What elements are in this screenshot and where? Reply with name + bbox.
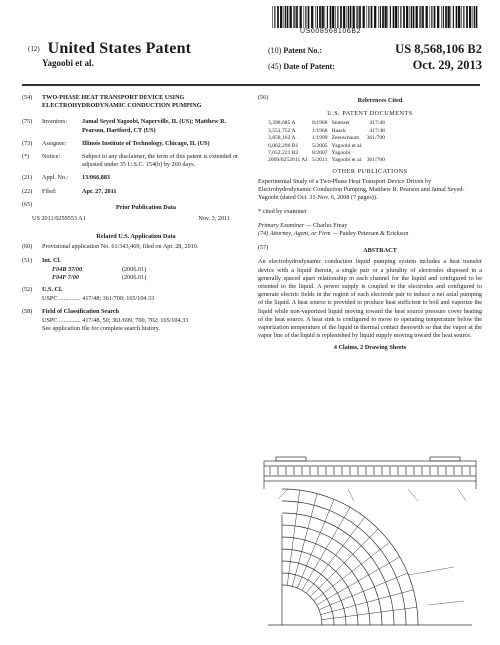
attorney-row: (74) Attorney, Agent, or Firm — Pauley Petersen & Erickson	[258, 230, 409, 238]
appl-field	[22, 174, 250, 182]
reference-cls: 417/48	[369, 127, 385, 134]
barcode-bar	[400, 6, 401, 28]
barcode-bar	[382, 6, 384, 28]
leader-line	[458, 489, 466, 501]
reference-date: 1/1968	[312, 127, 328, 134]
date-label: Date of Patent:	[283, 62, 335, 71]
filed-code: (22)	[22, 187, 33, 195]
field-code: (58)	[22, 307, 33, 315]
provisional-code: (60)	[22, 243, 33, 251]
inventor-short: Yagoobi et al.	[42, 58, 94, 68]
barcode-bar	[343, 6, 345, 28]
filed-date: Apr. 27, 2011	[82, 187, 117, 195]
barcode-bar	[367, 6, 368, 28]
reference-cls: 361/700	[366, 157, 385, 164]
reference-name: Haack	[331, 127, 346, 134]
barcode-bar	[476, 6, 478, 28]
barcode-bar	[461, 6, 462, 28]
barcode-bar	[300, 6, 302, 28]
reference-cls	[365, 143, 387, 150]
barcode-bar	[319, 6, 321, 28]
barcode-bar	[474, 6, 475, 28]
field-head: Field of Classification Search	[42, 307, 120, 315]
reference-row	[266, 135, 387, 142]
intcl-row	[52, 274, 250, 282]
reference-date: 5/2005	[312, 142, 328, 149]
us-docs-head: U.S. PATENT DOCUMENTS	[327, 110, 413, 118]
leader-line	[348, 489, 354, 501]
barcode-bar	[356, 6, 357, 28]
barcode-bar	[272, 6, 273, 28]
barcode-bar	[437, 6, 439, 28]
barcode-bar	[413, 6, 415, 28]
other-pubs-head: OTHER PUBLICATIONS	[332, 167, 408, 175]
barcode-bar	[430, 6, 431, 28]
abstract-head: ABSTRACT	[363, 247, 397, 255]
barcode-bar	[451, 6, 452, 28]
electrode-ray	[321, 590, 414, 615]
provisional-field	[22, 243, 250, 251]
barcode-bar	[322, 6, 324, 28]
reference-date: 8/2007	[312, 150, 328, 157]
barcode-bar	[296, 6, 298, 28]
cited-by-examiner: * cited by examiner	[258, 207, 307, 215]
reference-name: Yagoobi et al.	[331, 142, 363, 149]
assignee-field	[22, 140, 250, 148]
appl-number: 13/066,883	[82, 174, 111, 182]
barcode-bar	[284, 6, 285, 28]
barcode-bar	[390, 6, 391, 28]
reference-no: 3,398,685 A	[268, 120, 296, 127]
reference-row	[266, 120, 387, 127]
notice-code: (*)	[22, 153, 30, 161]
heat-source	[430, 457, 460, 461]
other-pub: Experimental Study of a Two-Phase Heat Transport Device Driven by Electrohydrodynamic Conduction Pumping, Matthew R. Pearson and Jamal Seyed-Yagoobi (dated Oct. 31-Nov. 6, 2008 (7 pages)).	[258, 178, 465, 202]
barcode-bar	[285, 6, 286, 28]
barcode-bar	[426, 6, 428, 28]
reference-no: 3,858,162 A	[268, 135, 296, 142]
barcode-bar	[420, 6, 421, 28]
invention-title: TWO-PHASE HEAT TRANSPORT DEVICE USING ELECTROHYDRODYNAMIC CONDUCTION PUMPING	[42, 94, 202, 110]
barcode-bar	[434, 6, 436, 28]
barcode-bar	[419, 6, 420, 28]
barcode-bar	[311, 6, 313, 28]
bibliographic-column	[22, 94, 250, 333]
barcode-bar	[469, 6, 471, 28]
barcode-bar	[410, 6, 411, 28]
prior-pub-number: US 2011/0259553 A1	[32, 215, 86, 223]
barcode-bar	[378, 6, 379, 28]
filed-label: Filed:	[42, 187, 57, 195]
intcl-code: (51)	[22, 256, 33, 264]
assignee-label: Assignee:	[42, 139, 67, 147]
reference-name: Stuetzer	[331, 120, 350, 127]
electrode-ray	[319, 573, 408, 610]
electrode-ray	[310, 529, 378, 597]
notice-value: Subject to any disclaimer, the term of this patent is extended or adjusted under 35 U.S.C. 154(b) by 260 days.	[82, 153, 239, 169]
leader-line	[408, 489, 418, 501]
prior-code: (65)	[22, 200, 33, 208]
refs-code: (56)	[258, 94, 269, 101]
assignee-value: Illinois Institute of Technology, Chicago, IL (US)	[82, 139, 210, 147]
barcode-bar	[350, 6, 352, 28]
intcl-row	[52, 266, 250, 274]
appl-code: (21)	[22, 174, 33, 182]
heat-sink	[276, 457, 306, 461]
examiner-value: Charles Freay	[312, 221, 348, 229]
barcode-bar	[453, 6, 454, 28]
notice-label: Notice:	[42, 153, 61, 161]
barcode-bar	[456, 6, 458, 28]
reference-cls: 417/48	[369, 120, 385, 127]
patent-number: US 8,568,106 B2	[395, 42, 482, 56]
barcode-bar	[293, 6, 294, 28]
notice-field	[22, 153, 250, 169]
electrode-ray	[317, 557, 400, 605]
barcode-bar	[363, 6, 365, 28]
reference-date: 1/1999	[312, 135, 328, 142]
barcode-bar	[353, 6, 355, 28]
electrode-ray	[292, 494, 317, 587]
barcode-bar	[294, 6, 295, 28]
leader-line	[278, 489, 288, 499]
reference-row	[266, 128, 387, 135]
uscl-value: USPC .............. 417/48; 361/700; 165/104.33	[42, 295, 155, 303]
intcl-head-row	[22, 257, 250, 265]
electrode-ray	[302, 507, 350, 590]
barcode-bar	[374, 6, 376, 28]
barcode-bar	[325, 6, 326, 28]
reference-no: 2009/0252011 A1	[268, 157, 309, 164]
provisional-value: Provisional application No. 61/343,469, filed on Apr. 28, 2010.	[42, 243, 199, 251]
uscl-head-row	[22, 286, 250, 294]
barcode-bar	[448, 6, 450, 28]
barcode-bar	[305, 6, 306, 28]
barcode-bar	[380, 6, 381, 28]
barcode-bar	[359, 6, 361, 28]
intcl-class: F04B 37/00	[52, 265, 83, 273]
related-data-head: Related U.S. Application Data	[96, 233, 176, 241]
prior-pub-row	[22, 215, 250, 223]
examiner-row: Primary Examiner — Charles Freay	[258, 221, 348, 229]
barcode-bar	[431, 6, 432, 28]
office-title: United States Patent	[47, 40, 192, 57]
abstract-text: An electrohydrodynamic conduction liquid pumping system includes a heat transfer device with a liquid therein, a single pair or a plurality of electrodes disposed in a generally spaced apart relationship in each channel for the liquid and configured to be oriented to the liquid. A power supply is coupled to the electrodes and configured to generate electric fields in the region of each electrode pair to induce a net axial pumping of the liquid. A heat source is provided to produce heat sufficient to boil and vaporize the liquid while non-vaporized liquid moving toward the heat source pressure cover heating of the heat source. A heat sink is configured to move to operating temperature below the vaporization temperature of the liquid in thermal contact therewith so that the vapor at the vapor line of the liquid is replenished by liquid supply moving toward the heat source.	[258, 258, 482, 340]
barcode-bar	[332, 6, 334, 28]
reference-date: 8/1968	[312, 120, 328, 127]
barcode-number: US008568106B2	[300, 28, 362, 35]
barcode-bar	[335, 6, 336, 28]
patent-header-left	[28, 40, 191, 68]
leader-line	[408, 567, 454, 575]
intcl-head: Int. Cl.	[42, 256, 61, 264]
refs-head: References Cited	[357, 97, 403, 104]
inventors-label: Inventors:	[42, 118, 68, 126]
reference-name: Yagoobi	[331, 150, 351, 157]
barcode	[272, 6, 480, 28]
barcode-bar	[416, 6, 418, 28]
barcode-bar	[347, 6, 348, 28]
patent-no-code: (10)	[268, 46, 282, 55]
barcode-bar	[388, 6, 389, 28]
electrode-ray	[306, 517, 364, 593]
date-code: (45)	[268, 62, 282, 71]
title-code: (54)	[22, 94, 33, 101]
intcl-list	[22, 266, 250, 282]
prior-pub-head	[22, 201, 250, 214]
inventors-value: Jamal Seyed Yagoobi, Naperville, IL (US); Matthew R. Pearson, Hartford, CT (US)	[82, 118, 227, 134]
barcode-bar	[473, 6, 474, 28]
barcode-bar	[290, 6, 292, 28]
barcode-bar	[393, 6, 395, 28]
reference-no: 6,062,296 B1	[268, 142, 299, 149]
abstract-head-row	[258, 244, 482, 257]
barcode-bar	[340, 6, 342, 28]
barcode-bar	[357, 6, 358, 28]
barcode-bar	[411, 6, 412, 28]
barcode-bar	[385, 6, 387, 28]
claims-summary: 4 Claims, 2 Drawing Sheets	[333, 343, 407, 351]
field-value: USPC .............. 417/48, 50; 361/699, 700, 702; 165/104.33	[42, 316, 189, 324]
electrode-ray	[322, 607, 417, 620]
barcode-bar	[287, 6, 289, 28]
references-column	[258, 94, 482, 354]
patent-header-right	[268, 42, 482, 73]
references-table	[266, 120, 387, 164]
barcode-bar	[463, 6, 464, 28]
intcl-version: (2006.01)	[122, 274, 147, 282]
attorney-label: (74) Attorney, Agent, or Firm	[258, 230, 331, 238]
inventors-field	[22, 118, 250, 134]
doc-code: (12)	[28, 45, 40, 54]
barcode-bar	[466, 6, 468, 28]
barcode-bar	[348, 6, 349, 28]
field-head-row	[22, 308, 250, 316]
refs-head-row	[258, 94, 482, 107]
heat-transport-channel	[264, 461, 476, 481]
reference-cls	[365, 150, 387, 157]
barcode-bar	[315, 6, 316, 28]
title-field	[22, 94, 250, 110]
examiner-label: Primary Examiner	[258, 221, 305, 229]
barcode-bar	[406, 6, 408, 28]
uscl-code: (52)	[22, 286, 33, 294]
representative-drawing	[258, 455, 482, 633]
reference-no: 7,052,221 B2	[268, 150, 299, 157]
prior-pub-date: Nov. 3, 2011	[198, 215, 230, 223]
reference-cls: 361/700	[366, 135, 385, 142]
patent-no-label: Patent No.:	[283, 46, 322, 55]
reference-row	[266, 157, 387, 164]
electrode-ray	[297, 499, 334, 588]
intcl-class: F04F 7/00	[52, 274, 79, 282]
barcode-bar	[274, 6, 275, 28]
barcode-bar	[317, 6, 318, 28]
barcode-bar	[330, 6, 332, 28]
barcode-bar	[337, 6, 338, 28]
barcode-bar	[277, 6, 279, 28]
barcode-bar	[327, 6, 328, 28]
intcl-version: (2006.01)	[122, 265, 147, 273]
assignee-code: (73)	[22, 139, 33, 147]
prior-pub-title: Prior Publication Data	[115, 203, 177, 211]
electrode-ray	[287, 490, 300, 585]
reference-date: 5/2011	[312, 157, 328, 164]
appl-label: Appl. No.:	[42, 174, 69, 182]
barcode-bar	[443, 6, 444, 28]
attorney-value: Pauley Petersen & Erickson	[339, 230, 409, 238]
barcode-bar	[441, 6, 442, 28]
barcode-bar	[308, 6, 310, 28]
leader-line	[428, 601, 464, 605]
inventors-code: (75)	[22, 118, 33, 126]
barcode-bar	[398, 6, 399, 28]
barcode-bar	[458, 6, 460, 28]
reference-name: Zeeuwbaum	[331, 135, 360, 142]
header-rule	[22, 84, 480, 86]
reference-name: Yagoobi et al.	[331, 157, 363, 164]
reference-row	[266, 150, 387, 157]
barcode-bar	[304, 6, 305, 28]
field-note: See application file for complete search history.	[42, 325, 160, 333]
barcode-bar	[445, 6, 447, 28]
reference-no: 3,551,752 A	[268, 127, 296, 134]
barcode-bar	[280, 6, 282, 28]
barcode-bar	[368, 6, 369, 28]
electrode-ray	[314, 542, 390, 600]
barcode-bar	[395, 6, 397, 28]
uscl-head: U.S. Cl.	[42, 286, 63, 294]
filed-field	[22, 188, 250, 196]
barcode-bar	[403, 6, 405, 28]
reference-row	[266, 143, 387, 150]
abstract-code: (57)	[258, 244, 269, 252]
patent-date: Oct. 29, 2013	[412, 58, 482, 72]
barcode-bar	[422, 6, 424, 28]
barcode-bar	[371, 6, 373, 28]
